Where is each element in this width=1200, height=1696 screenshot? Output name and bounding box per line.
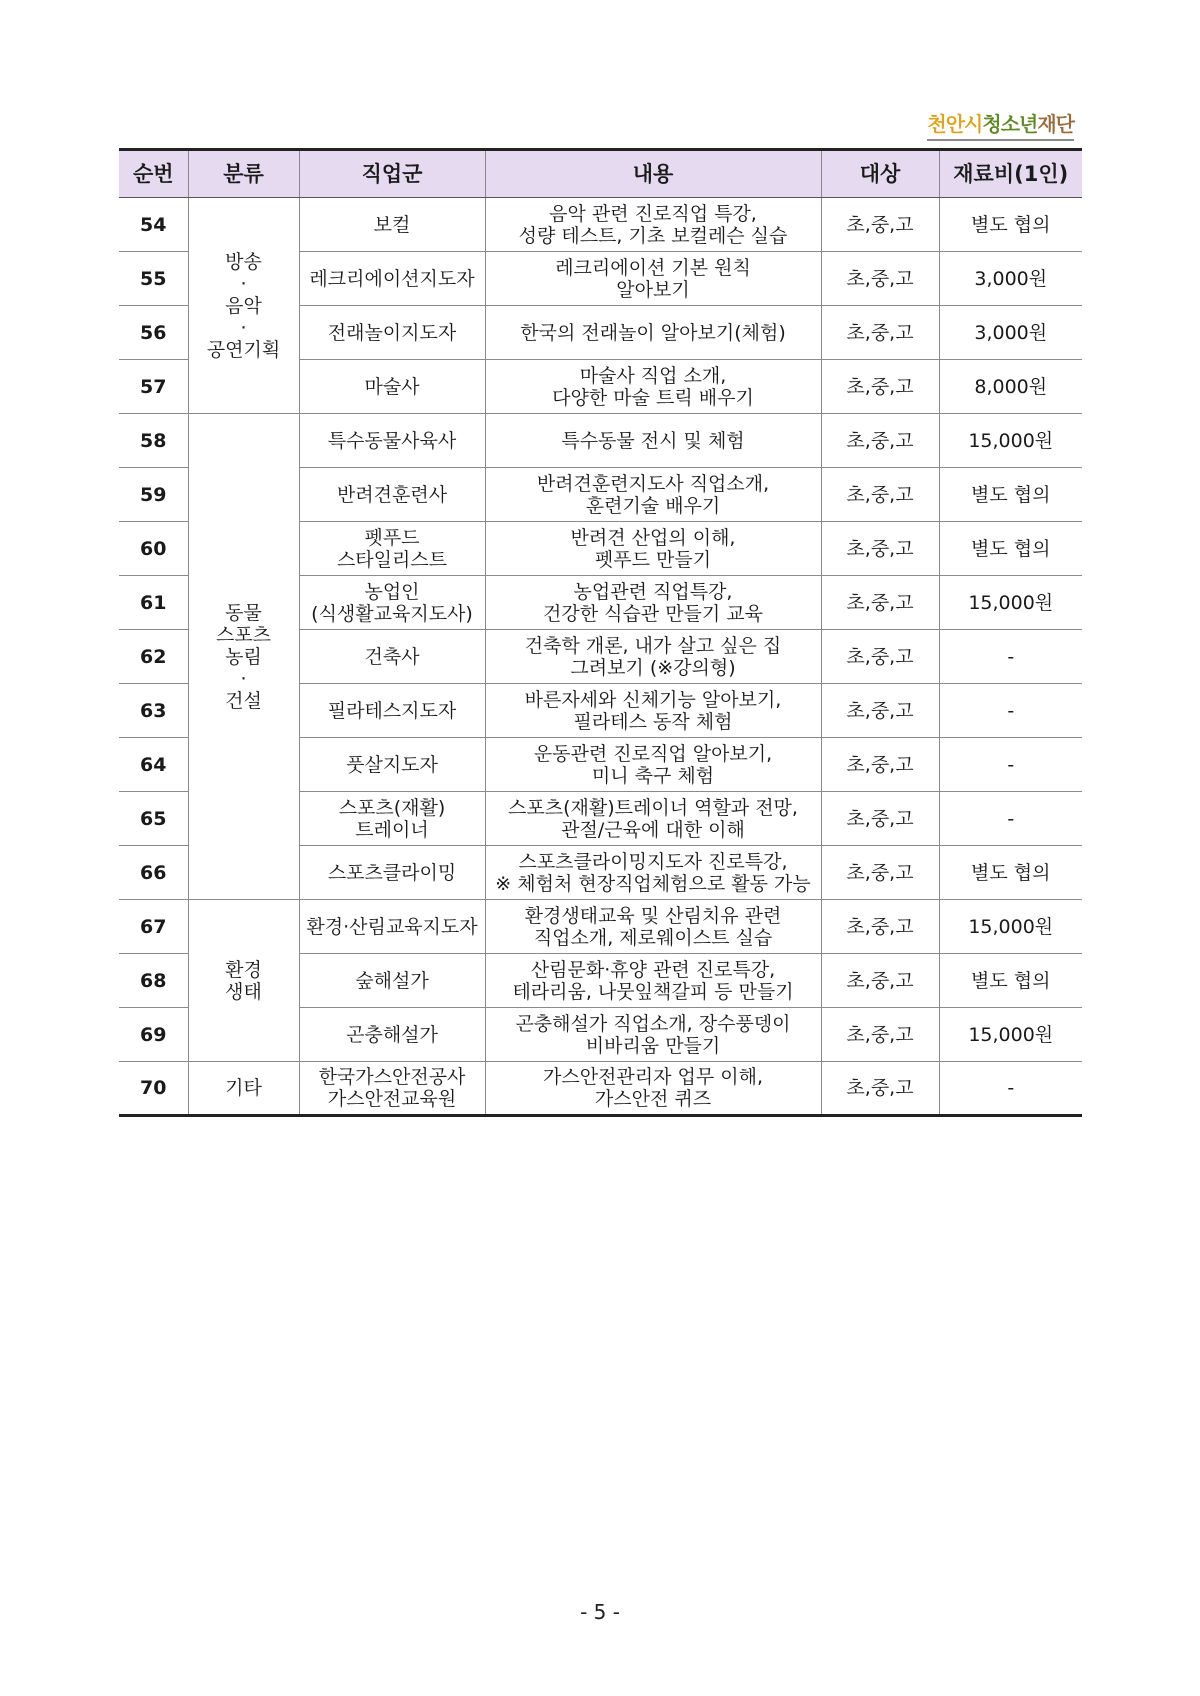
row-target: 초,중,고: [821, 468, 939, 522]
job-title: 레크리에이션지도자: [299, 252, 485, 306]
foundation-logo: [927, 108, 1074, 137]
row-target: 초,중,고: [821, 360, 939, 414]
table-header-row: [119, 150, 1082, 198]
row-content: 곤충해설가 직업소개, 장수풍뎅이 비바리움 만들기: [485, 1008, 821, 1062]
row-fee: -: [939, 684, 1082, 738]
row-number: 61: [119, 576, 188, 630]
row-content: 반려견훈련지도사 직업소개, 훈련기술 배우기: [485, 468, 821, 522]
row-target: 초,중,고: [821, 846, 939, 900]
row-number: 55: [119, 252, 188, 306]
row-number: 57: [119, 360, 188, 414]
row-fee: -: [939, 738, 1082, 792]
table-row: [119, 1062, 1082, 1116]
job-title: 건축사: [299, 630, 485, 684]
row-content: 스포츠(재활)트레이너 역할과 전망, 관절/근육에 대한 이해: [485, 792, 821, 846]
row-target: 초,중,고: [821, 1008, 939, 1062]
row-fee: -: [939, 792, 1082, 846]
job-title: 펫푸드 스타일리스트: [299, 522, 485, 576]
row-fee: 3,000원: [939, 306, 1082, 360]
row-number: 63: [119, 684, 188, 738]
row-target: 초,중,고: [821, 900, 939, 954]
row-number: 56: [119, 306, 188, 360]
row-fee: 15,000원: [939, 1008, 1082, 1062]
job-title: 스포츠(재활) 트레이너: [299, 792, 485, 846]
job-title: 특수동물사육사: [299, 414, 485, 468]
row-target: 초,중,고: [821, 522, 939, 576]
job-title: 숲해설가: [299, 954, 485, 1008]
table-row: [119, 900, 1082, 954]
row-content: 건축학 개론, 내가 살고 싶은 집 그려보기 (※강의형): [485, 630, 821, 684]
row-content: 음악 관련 진로직업 특강, 성량 테스트, 기초 보컬레슨 실습: [485, 198, 821, 252]
row-fee: 별도 협의: [939, 198, 1082, 252]
row-target: 초,중,고: [821, 306, 939, 360]
row-content: 특수동물 전시 및 체험: [485, 414, 821, 468]
category-cell: 방송 · 음악 · 공연기획: [188, 198, 299, 414]
row-number: 66: [119, 846, 188, 900]
row-fee: 별도 협의: [939, 954, 1082, 1008]
row-number: 69: [119, 1008, 188, 1062]
row-fee: 별도 협의: [939, 468, 1082, 522]
row-number: 65: [119, 792, 188, 846]
job-title: 필라테스지도자: [299, 684, 485, 738]
row-fee: -: [939, 1062, 1082, 1116]
header-fee: 재료비(1인): [939, 150, 1082, 198]
row-fee: 15,000원: [939, 576, 1082, 630]
job-title: 농업인 (식생활교육지도사): [299, 576, 485, 630]
row-target: 초,중,고: [821, 684, 939, 738]
row-number: 67: [119, 900, 188, 954]
page-number: - 5 -: [580, 1600, 620, 1624]
table-row: [119, 198, 1082, 252]
category-cell: 환경 생태: [188, 900, 299, 1062]
row-target: 초,중,고: [821, 576, 939, 630]
job-title: 보컬: [299, 198, 485, 252]
job-title: 한국가스안전공사 가스안전교육원: [299, 1062, 485, 1116]
row-content: 환경생태교육 및 산림치유 관련 직업소개, 제로웨이스트 실습: [485, 900, 821, 954]
row-target: 초,중,고: [821, 1062, 939, 1116]
row-fee: -: [939, 630, 1082, 684]
row-target: 초,중,고: [821, 198, 939, 252]
row-content: 스포츠클라이밍지도자 진로특강, ※ 체험처 현장직업체험으로 활동 가능: [485, 846, 821, 900]
category-cell: 동물 스포츠 농림 · 건설: [188, 414, 299, 900]
row-fee: 3,000원: [939, 252, 1082, 306]
table-body: [119, 198, 1082, 1116]
header-category: 분류: [188, 150, 299, 198]
row-fee: 15,000원: [939, 900, 1082, 954]
header-no: 순번: [119, 150, 188, 198]
job-title: 환경·산림교육지도자: [299, 900, 485, 954]
row-target: 초,중,고: [821, 630, 939, 684]
table-row: [119, 414, 1082, 468]
row-content: 한국의 전래놀이 알아보기(체험): [485, 306, 821, 360]
row-content: 마술사 직업 소개, 다양한 마술 트릭 배우기: [485, 360, 821, 414]
row-number: 58: [119, 414, 188, 468]
row-content: 산림문화·휴양 관련 진로특강, 테라리움, 나뭇잎책갈피 등 만들기: [485, 954, 821, 1008]
job-title: 마술사: [299, 360, 485, 414]
row-content: 바른자세와 신체기능 알아보기, 필라테스 동작 체험: [485, 684, 821, 738]
row-content: 운동관련 진로직업 알아보기, 미니 축구 체험: [485, 738, 821, 792]
row-content: 가스안전관리자 업무 이해, 가스안전 퀴즈: [485, 1062, 821, 1116]
header-target: 대상: [821, 150, 939, 198]
job-title: 풋살지도자: [299, 738, 485, 792]
row-number: 68: [119, 954, 188, 1008]
logo-underline: [927, 139, 1074, 141]
job-title: 스포츠클라이밍: [299, 846, 485, 900]
logo-text-youth: 청소년: [982, 112, 1038, 136]
header-content: 내용: [485, 150, 821, 198]
row-number: 59: [119, 468, 188, 522]
row-target: 초,중,고: [821, 738, 939, 792]
row-number: 64: [119, 738, 188, 792]
row-fee: 별도 협의: [939, 846, 1082, 900]
row-fee: 별도 협의: [939, 522, 1082, 576]
row-target: 초,중,고: [821, 954, 939, 1008]
job-title: 반려견훈련사: [299, 468, 485, 522]
row-target: 초,중,고: [821, 414, 939, 468]
job-title: 곤충해설가: [299, 1008, 485, 1062]
row-number: 60: [119, 522, 188, 576]
row-fee: 15,000원: [939, 414, 1082, 468]
row-content: 농업관련 직업특강, 건강한 식습관 만들기 교육: [485, 576, 821, 630]
category-cell: 기타: [188, 1062, 299, 1116]
row-target: 초,중,고: [821, 252, 939, 306]
row-number: 70: [119, 1062, 188, 1116]
row-target: 초,중,고: [821, 792, 939, 846]
row-content: 레크리에이션 기본 원칙 알아보기: [485, 252, 821, 306]
row-number: 62: [119, 630, 188, 684]
logo-text-city: 천안시: [927, 112, 983, 136]
program-table: [119, 148, 1082, 1117]
header-job: 직업군: [299, 150, 485, 198]
row-number: 54: [119, 198, 188, 252]
row-fee: 8,000원: [939, 360, 1082, 414]
row-content: 반려견 산업의 이해, 펫푸드 만들기: [485, 522, 821, 576]
logo-text-foundation: 재단: [1037, 112, 1074, 136]
job-title: 전래놀이지도자: [299, 306, 485, 360]
